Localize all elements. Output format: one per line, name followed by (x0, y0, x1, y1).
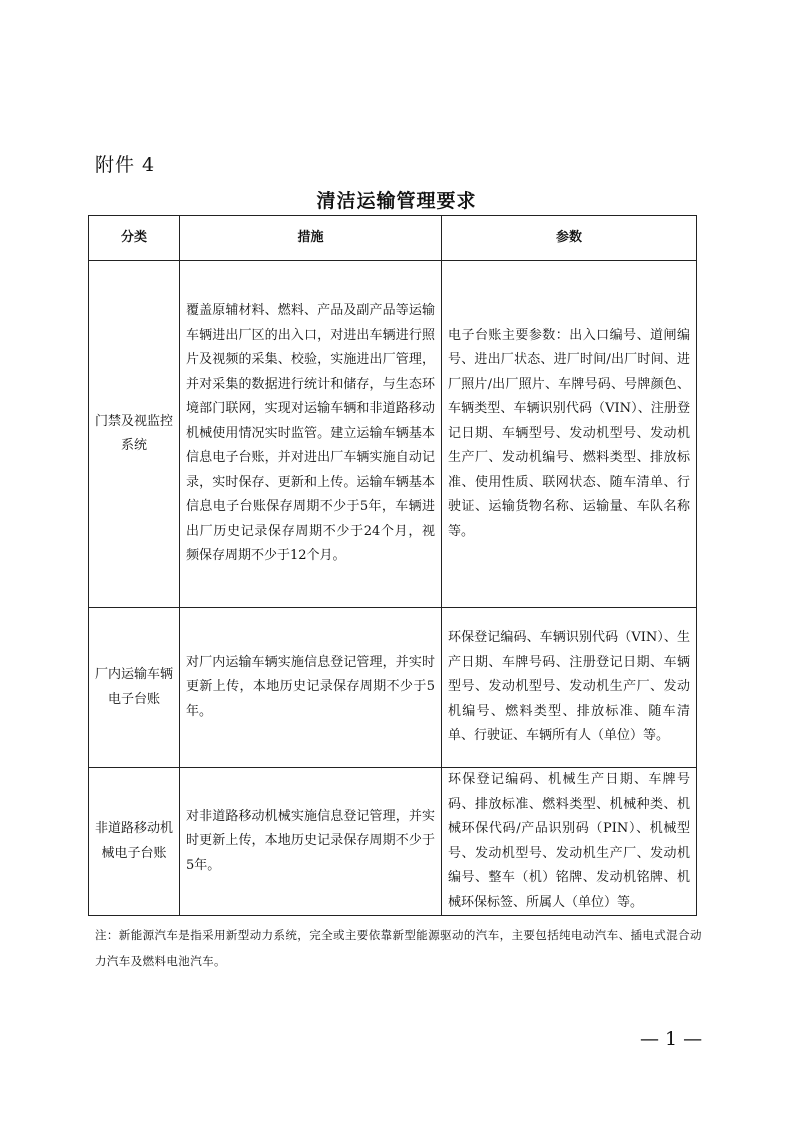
header-category: 分类 (89, 216, 180, 261)
attachment-label: 附件 4 (95, 154, 156, 176)
row-category: 非道路移动机械电子台账 (89, 768, 180, 916)
row-measure: 覆盖原辅材料、燃料、产品及副产品等运输车辆进出厂区的出入口，对进出车辆进行照片及视频的采集、校验，实施进出厂管理，并对采集的数据进行统计和储存，与生态环境部门联网，实现对运输车辆和非道路移动机械使用情况实时监管。建立运输车辆基本信息电子台账，并对进出厂车辆实施自动记录，实时保存、更新和上传。运输车辆基本信息电子台账保存周期不少于5年，车辆进出厂历史记录保存周期不少于24个月，视频保存周期不少于12个月。 (180, 261, 442, 608)
row-category: 厂内运输车辆电子台账 (89, 608, 180, 768)
row-parameters: 电子台账主要参数：出入口编号、道闸编号、进出厂状态、进厂时间/出厂时间、进厂照片/出厂照片、车牌号码、号牌颜色、车辆类型、车辆识别代码（VIN）、注册登记日期、车辆型号、发动机型号、发动机生产厂、发动机编号、燃料类型、排放标准、使用性质、联网状态、随车清单、行驶证、运输货物名称、运输量、车队名称等。 (442, 261, 697, 608)
table-header-row (89, 216, 697, 261)
page-number: — 1 — (640, 1028, 703, 1050)
requirements-table (88, 215, 697, 916)
footnote: 注：新能源汽车是指采用新型动力系统，完全或主要依靠新型能源驱动的汽车，主要包括纯电动汽车、插电式混合动力汽车及燃料电池汽车。 (95, 928, 702, 968)
row-measure: 对厂内运输车辆实施信息登记管理，并实时更新上传，本地历史记录保存周期不少于5年。 (180, 608, 442, 768)
document-title: 清洁运输管理要求 (316, 190, 477, 212)
header-measure: 措施 (180, 216, 442, 261)
row-category: 门禁及视监控系统 (89, 261, 180, 608)
table-row (89, 608, 697, 768)
row-measure: 对非道路移动机械实施信息登记管理，并实时更新上传，本地历史记录保存周期不少于5年。 (180, 768, 442, 916)
row-parameters: 环保登记编码、机械生产日期、车牌号码、排放标准、燃料类型、机械种类、机械环保代码/产品识别码（PIN）、机械型号、发动机型号、发动机生产厂、发动机编号、整车（机）铭牌、发动机铭牌、机械环保标签、所属人（单位）等。 (442, 768, 697, 916)
row-parameters: 环保登记编码、车辆识别代码（VIN）、生产日期、车牌号码、注册登记日期、车辆型号、发动机型号、发动机生产厂、发动机编号、燃料类型、排放标准、随车清单、行驶证、车辆所有人（单位）等。 (442, 608, 697, 768)
table-row (89, 261, 697, 608)
header-parameters: 参数 (442, 216, 697, 261)
table-row (89, 768, 697, 916)
